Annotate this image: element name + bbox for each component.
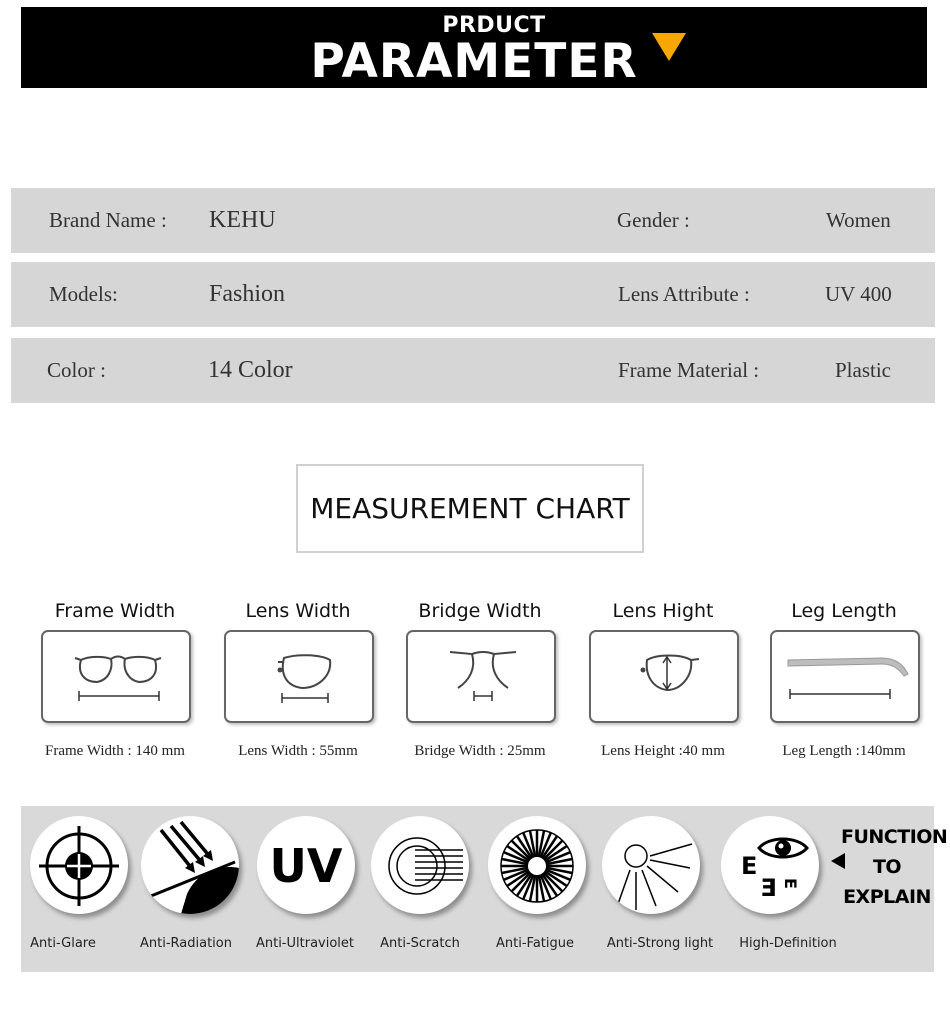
measure-value: Leg Length :140mm — [782, 743, 906, 759]
crosshair-icon — [30, 816, 128, 914]
light-rays-icon — [602, 816, 700, 914]
function-label: High-Definition — [739, 936, 837, 951]
svg-text:UV: UV — [269, 839, 343, 893]
param-value: Plastic — [835, 358, 891, 382]
param-value: KEHU — [209, 207, 276, 233]
lens-width-icon — [224, 630, 374, 723]
param-value: Fashion — [209, 281, 286, 307]
measure-value: Bridge Width : 25mm — [414, 743, 546, 759]
param-row — [11, 188, 935, 253]
lens-height-icon — [589, 630, 739, 723]
explain-line: EXPLAIN — [843, 886, 931, 908]
param-label: Lens Attribute : — [618, 282, 750, 306]
param-value: 14 Color — [208, 357, 293, 383]
param-label: Models: — [49, 282, 118, 306]
function-explain — [841, 822, 948, 912]
sunburst-icon — [488, 816, 586, 914]
measure-value: Frame Width : 140 mm — [45, 743, 185, 759]
scratch-lens-icon — [371, 816, 469, 914]
measure-title: Lens Hight — [612, 600, 714, 622]
param-label: Color : — [47, 358, 106, 382]
function-label: Anti-Scratch — [380, 936, 460, 951]
measure-value: Lens Width : 55mm — [238, 743, 358, 759]
function-label: Anti-Glare — [30, 936, 96, 951]
param-label: Gender : — [617, 208, 690, 232]
param-label: Brand Name : — [49, 208, 167, 232]
function-panel — [21, 806, 948, 972]
frame-width-icon — [41, 630, 191, 723]
function-label: Anti-Strong light — [606, 936, 714, 951]
function-label: Anti-Ultraviolet — [255, 936, 355, 951]
function-label: Anti-Fatigue — [496, 936, 574, 951]
svg-text:E: E — [741, 852, 758, 880]
explain-line: FUNCTION — [841, 826, 948, 848]
svg-text:E: E — [760, 874, 777, 902]
param-value: UV 400 — [825, 282, 892, 306]
triangle-down-icon — [652, 33, 686, 61]
bridge-width-icon — [406, 630, 556, 723]
header-banner — [21, 7, 927, 88]
measure-title: Leg Length — [791, 600, 897, 622]
param-value: Women — [826, 208, 891, 232]
header-title: PARAMETER — [310, 34, 638, 89]
param-label: Frame Material : — [618, 358, 760, 382]
param-row — [11, 262, 935, 327]
param-row — [11, 338, 935, 403]
measure-value: Lens Height :40 mm — [601, 743, 725, 759]
measurement-title: MEASUREMENT CHART — [296, 464, 644, 553]
radiation-arrows-icon — [141, 816, 239, 914]
uv-icon — [257, 816, 355, 914]
svg-text:E: E — [781, 878, 800, 889]
function-label: Anti-Radiation — [140, 936, 232, 951]
explain-line: TO — [872, 856, 902, 878]
eye-chart-icon — [721, 816, 819, 914]
leg-length-icon — [770, 630, 920, 723]
measure-title: Frame Width — [54, 600, 176, 622]
header-kicker: PRDUCT — [442, 13, 546, 38]
measure-title: Bridge Width — [418, 600, 542, 622]
measure-title: Lens Width — [245, 600, 351, 622]
